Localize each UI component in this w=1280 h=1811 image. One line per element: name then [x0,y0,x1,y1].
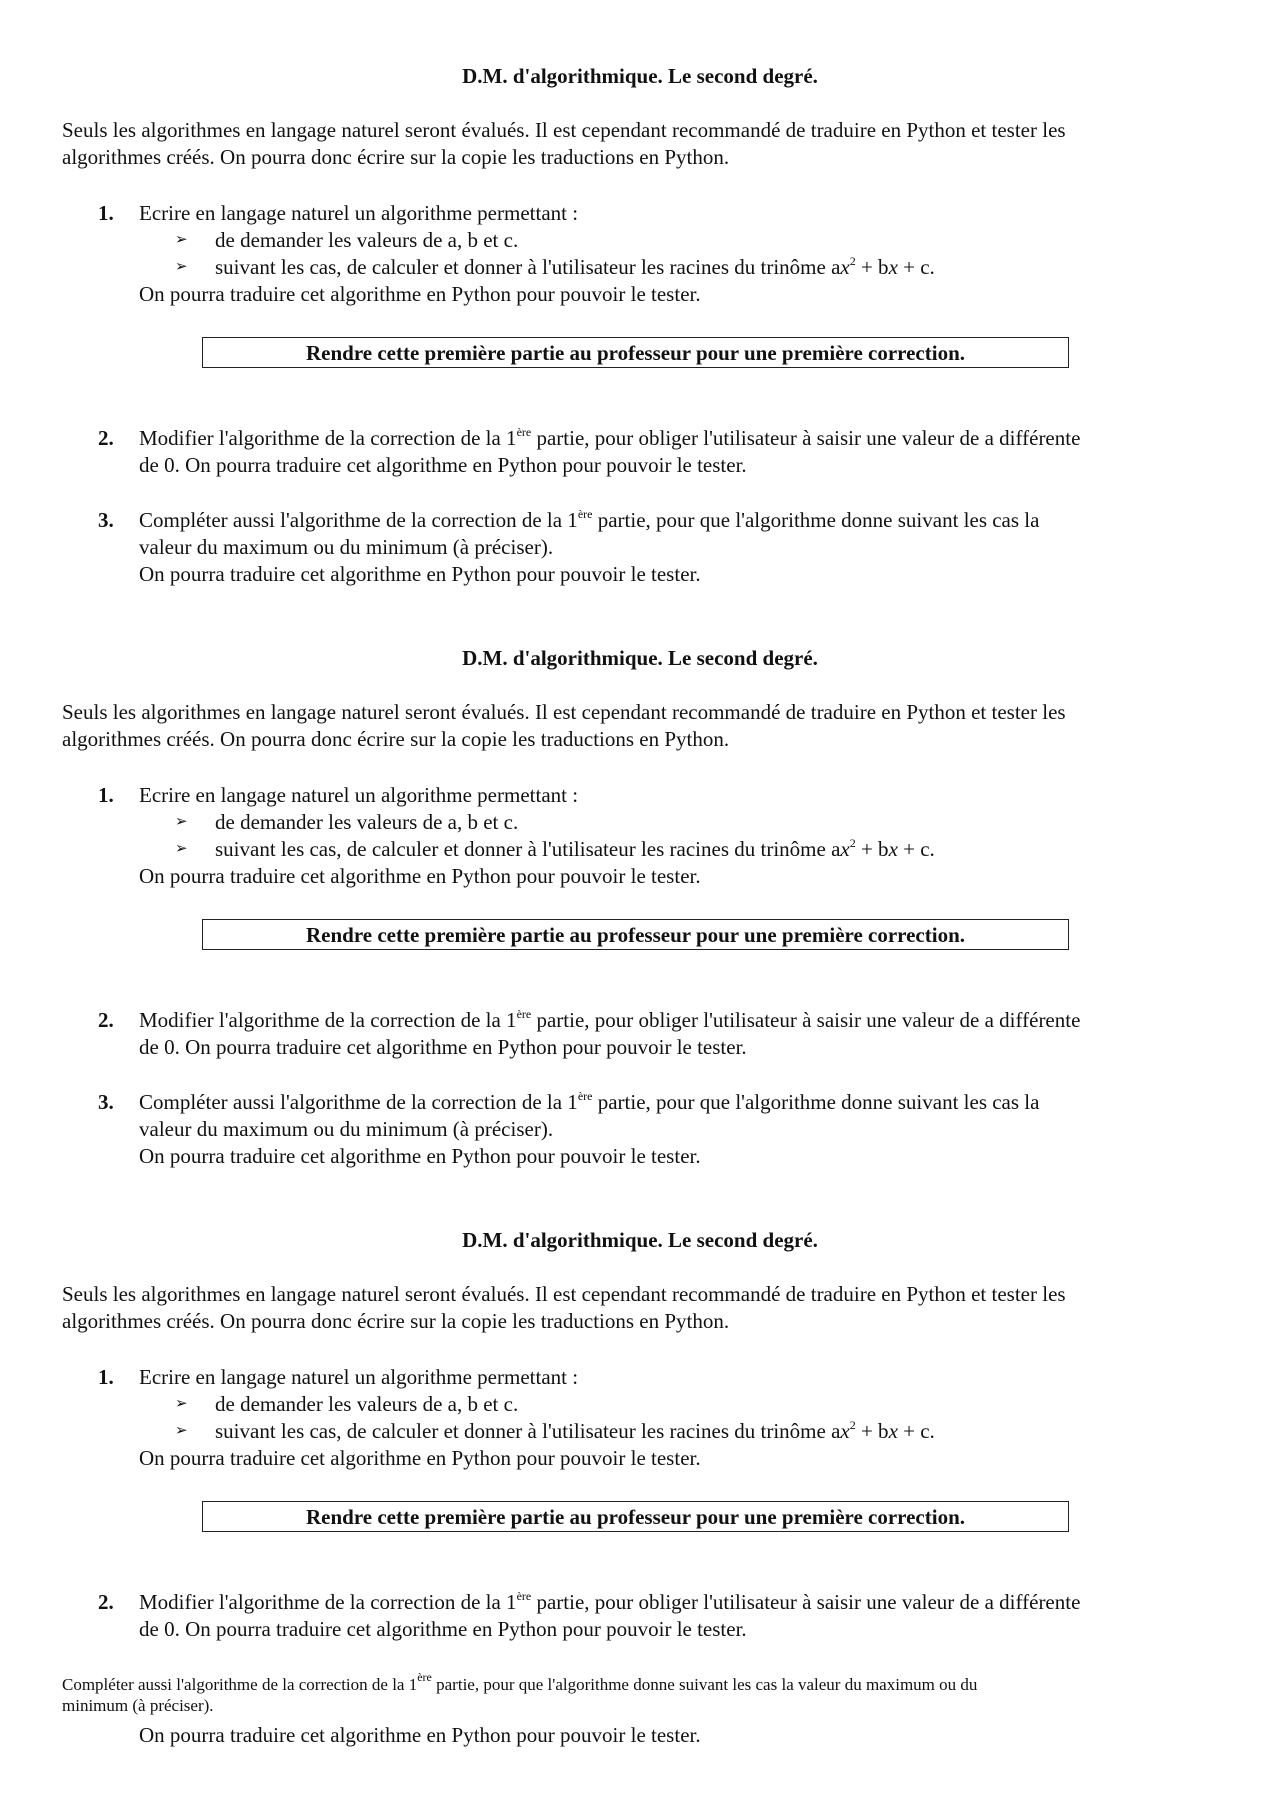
arrow-bullet-icon: ➢ [175,1396,188,1412]
bullet-2-suffix: + c. [897,1419,935,1443]
intro-line-2: algorithmes créés. On pourra donc écrire sur la copie les traductions en Python. [62,145,730,169]
section-title: D.M. d'algorithmique. Le second degré. [462,646,818,670]
boxed-instruction: Rendre cette première partie au professeur pour une première correction. [202,1501,1069,1532]
ordinal-superscript: ère [577,507,593,521]
question-3-line-3: On pourra traduire cet algorithme en Python pour pouvoir le tester. [139,562,701,586]
q3-text-pre: Compléter aussi l'algorithme de la correction de la 1 [139,508,578,532]
exponent: 2 [849,1418,856,1432]
bullet-item-2 [215,1418,935,1445]
question-3-line-2: valeur du maximum ou du minimum (à préciser). [139,535,554,559]
bullet-2-prefix: suivant les cas, de calculer et donner à l'utilisateur les racines du trinôme a [215,837,841,861]
assignment-section-2 [0,582,1280,1168]
q2-text-post: partie, pour obliger l'utilisateur à saisir une valeur de a différente [531,426,1081,450]
math-variable-x: x [888,1419,898,1443]
question-3-number: 3. [98,508,114,532]
bullet-2-mid: + b [855,837,889,861]
exponent: 2 [849,254,856,268]
q3-small-pre: Compléter aussi l'algorithme de la correction de la 1 [62,1675,418,1694]
intro-line-1: Seuls les algorithmes en langage naturel seront évalués. Il est cependant recommandé de traduire en Python et tester les [62,1282,1066,1306]
intro-line-1: Seuls les algorithmes en langage naturel seront évalués. Il est cependant recommandé de traduire en Python et tester les [62,700,1066,724]
q2-text-pre: Modifier l'algorithme de la correction de la 1 [139,426,517,450]
bullet-item-2 [215,254,935,281]
bullet-2-suffix: + c. [897,837,935,861]
bullet-2-mid: + b [855,1419,889,1443]
intro-line-2: algorithmes créés. On pourra donc écrire sur la copie les traductions en Python. [62,1309,730,1333]
intro-line-2: algorithmes créés. On pourra donc écrire sur la copie les traductions en Python. [62,727,730,751]
question-3-line-1 [139,1089,1039,1116]
python-note: On pourra traduire cet algorithme en Python pour pouvoir le tester. [139,864,701,888]
ordinal-superscript: ère [417,1670,432,1684]
question-1-number: 1. [98,1365,114,1389]
bullet-2-prefix: suivant les cas, de calculer et donner à l'utilisateur les racines du trinôme a [215,255,841,279]
q3-small-post: partie, pour que l'algorithme donne suivant les cas la valeur du maximum ou du [431,1675,978,1694]
math-variable-x: x [888,255,898,279]
arrow-bullet-icon: ➢ [175,1423,188,1439]
question-1-number: 1. [98,201,114,225]
math-variable-x: x [840,837,850,861]
question-3-line-1 [139,507,1039,534]
section-title: D.M. d'algorithmique. Le second degré. [462,64,818,88]
question-2-number: 2. [98,1590,114,1614]
ordinal-superscript: ère [516,1589,532,1603]
bullet-item-1: de demander les valeurs de a, b et c. [215,810,519,834]
arrow-bullet-icon: ➢ [175,841,188,857]
question-2-line-1 [139,1007,1080,1034]
question-2-line-2: de 0. On pourra traduire cet algorithme en Python pour pouvoir le tester. [139,1035,747,1059]
q2-text-pre: Modifier l'algorithme de la correction de la 1 [139,1008,517,1032]
q3-text-pre: Compléter aussi l'algorithme de la correction de la 1 [139,1090,578,1114]
math-variable-x: x [840,1419,850,1443]
bullet-item-2 [215,836,935,863]
question-2-number: 2. [98,426,114,450]
boxed-instruction: Rendre cette première partie au professeur pour une première correction. [202,337,1069,368]
python-note: On pourra traduire cet algorithme en Python pour pouvoir le tester. [139,282,701,306]
q2-text-post: partie, pour obliger l'utilisateur à saisir une valeur de a différente [531,1590,1081,1614]
question-3-small-line-1 [62,1670,978,1695]
question-2-line-1 [139,425,1080,452]
exponent: 2 [849,836,856,850]
boxed-instruction: Rendre cette première partie au professeur pour une première correction. [202,919,1069,950]
question-1-text: Ecrire en langage naturel un algorithme permettant : [139,783,579,807]
math-variable-x: x [888,837,898,861]
question-1-text: Ecrire en langage naturel un algorithme permettant : [139,1365,579,1389]
q2-text-pre: Modifier l'algorithme de la correction de la 1 [139,1590,517,1614]
ordinal-superscript: ère [577,1089,593,1103]
python-note: On pourra traduire cet algorithme en Python pour pouvoir le tester. [139,1446,701,1470]
section-title: D.M. d'algorithmique. Le second degré. [462,1228,818,1252]
assignment-section-3 [0,1164,1280,1811]
ordinal-superscript: ère [516,1007,532,1021]
assignment-section-1 [0,0,1280,586]
bullet-2-suffix: + c. [897,255,935,279]
question-2-line-2: de 0. On pourra traduire cet algorithme en Python pour pouvoir le tester. [139,1617,747,1641]
question-1-text: Ecrire en langage naturel un algorithme permettant : [139,201,579,225]
arrow-bullet-icon: ➢ [175,232,188,248]
question-2-line-1 [139,1589,1080,1616]
bullet-2-mid: + b [855,255,889,279]
question-2-line-2: de 0. On pourra traduire cet algorithme en Python pour pouvoir le tester. [139,453,747,477]
question-3-line-2: valeur du maximum ou du minimum (à préciser). [139,1117,554,1141]
intro-line-1: Seuls les algorithmes en langage naturel seront évalués. Il est cependant recommandé de traduire en Python et tester les [62,118,1066,142]
question-1-number: 1. [98,783,114,807]
q2-text-post: partie, pour obliger l'utilisateur à saisir une valeur de a différente [531,1008,1081,1032]
arrow-bullet-icon: ➢ [175,814,188,830]
question-3-line-3: On pourra traduire cet algorithme en Python pour pouvoir le tester. [139,1144,701,1168]
arrow-bullet-icon: ➢ [175,259,188,275]
bullet-item-1: de demander les valeurs de a, b et c. [215,1392,519,1416]
question-3-number: 3. [98,1090,114,1114]
ordinal-superscript: ère [516,425,532,439]
bullet-item-1: de demander les valeurs de a, b et c. [215,228,519,252]
math-variable-x: x [840,255,850,279]
bullet-2-prefix: suivant les cas, de calculer et donner à l'utilisateur les racines du trinôme a [215,1419,841,1443]
question-3-small-line-2: minimum (à préciser). [62,1696,214,1715]
question-2-number: 2. [98,1008,114,1032]
q3-text-post: partie, pour que l'algorithme donne suivant les cas la [592,1090,1040,1114]
question-3-small-line-3: On pourra traduire cet algorithme en Python pour pouvoir le tester. [139,1723,701,1747]
q3-text-post: partie, pour que l'algorithme donne suivant les cas la [592,508,1040,532]
